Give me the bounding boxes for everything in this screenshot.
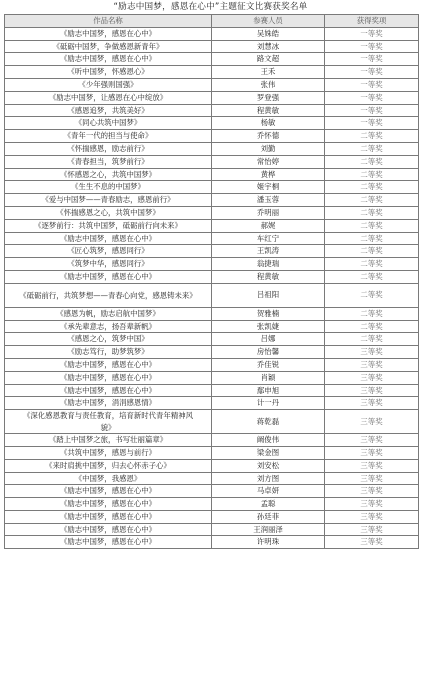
work-cell: 《励志中国梦，感恩在心中》 bbox=[5, 523, 212, 536]
award-cell: 一等奖 bbox=[325, 66, 419, 79]
award-cell: 三等奖 bbox=[325, 384, 419, 397]
table-row bbox=[5, 498, 419, 511]
table-row bbox=[5, 104, 419, 117]
participant-cell: 吴姝皓 bbox=[212, 27, 325, 40]
award-cell: 二等奖 bbox=[325, 283, 419, 307]
work-cell: 《爱与中国梦——青春励志，感恩前行》 bbox=[5, 194, 212, 207]
work-cell: 《励志笃行，助梦筑梦》 bbox=[5, 346, 212, 359]
table-row bbox=[5, 232, 419, 245]
award-cell: 一等奖 bbox=[325, 104, 419, 117]
table-row bbox=[5, 384, 419, 397]
award-cell: 三等奖 bbox=[325, 346, 419, 359]
award-cell: 三等奖 bbox=[325, 459, 419, 472]
work-cell: 《同心共筑中国梦》 bbox=[5, 117, 212, 130]
table-row bbox=[5, 245, 419, 258]
work-cell: 《生生不息的中国梦》 bbox=[5, 181, 212, 194]
participant-cell: 张凯婕 bbox=[212, 320, 325, 333]
table-row bbox=[5, 219, 419, 232]
award-cell: 二等奖 bbox=[325, 307, 419, 320]
work-cell: 《励志中国梦，涓涓感恩情》 bbox=[5, 397, 212, 410]
work-cell: 《励志中国梦，感恩在心中》 bbox=[5, 270, 212, 283]
award-cell: 三等奖 bbox=[325, 485, 419, 498]
table-row bbox=[5, 358, 419, 371]
work-cell: 《怀感恩之心，共筑中国梦》 bbox=[5, 168, 212, 181]
participant-cell: 张伟 bbox=[212, 78, 325, 91]
award-cell: 二等奖 bbox=[325, 130, 419, 143]
table-row bbox=[5, 142, 419, 155]
table-row bbox=[5, 181, 419, 194]
work-cell: 《励志中国梦，感恩在心中》 bbox=[5, 536, 212, 549]
work-cell: 《怀揣感恩，励志前行》 bbox=[5, 142, 212, 155]
participant-cell: 马卓妍 bbox=[212, 485, 325, 498]
award-cell: 二等奖 bbox=[325, 333, 419, 346]
award-cell: 三等奖 bbox=[325, 510, 419, 523]
work-cell: 《励志中国梦，感恩在心中》 bbox=[5, 384, 212, 397]
award-cell: 二等奖 bbox=[325, 155, 419, 168]
participant-cell: 罗登强 bbox=[212, 91, 325, 104]
table-row bbox=[5, 40, 419, 53]
award-cell: 三等奖 bbox=[325, 358, 419, 371]
table-row bbox=[5, 307, 419, 320]
table-row bbox=[5, 485, 419, 498]
table-row bbox=[5, 410, 419, 434]
participant-cell: 常怡婷 bbox=[212, 155, 325, 168]
participant-cell: 刘方图 bbox=[212, 472, 325, 485]
participant-cell: 鄢申旭 bbox=[212, 384, 325, 397]
table-row bbox=[5, 270, 419, 283]
work-cell: 《怀揣感恩之心，共筑中国梦》 bbox=[5, 206, 212, 219]
table-row bbox=[5, 258, 419, 271]
work-cell: 《深化感恩教育与责任教育，培育新时代青年精神风貌》 bbox=[5, 410, 212, 434]
participant-cell: 阚俊伟 bbox=[212, 434, 325, 447]
participant-cell: 杨敏 bbox=[212, 117, 325, 130]
work-cell: 《中国梦，我感恩》 bbox=[5, 472, 212, 485]
work-cell: 《感恩之心，筑梦中国》 bbox=[5, 333, 212, 346]
participant-cell: 吕娜 bbox=[212, 333, 325, 346]
award-cell: 二等奖 bbox=[325, 142, 419, 155]
participant-cell: 车红宁 bbox=[212, 232, 325, 245]
participant-cell: 程黄敏 bbox=[212, 270, 325, 283]
work-cell: 《励志中国梦，感恩在心中》 bbox=[5, 27, 212, 40]
header-work: 作品名称 bbox=[5, 15, 212, 28]
award-cell: 二等奖 bbox=[325, 270, 419, 283]
award-cell: 三等奖 bbox=[325, 523, 419, 536]
table-row bbox=[5, 168, 419, 181]
participant-cell: 郝娓 bbox=[212, 219, 325, 232]
participant-cell: 刘慧冰 bbox=[212, 40, 325, 53]
participant-cell: 孙廷菲 bbox=[212, 510, 325, 523]
participant-cell: 许明珠 bbox=[212, 536, 325, 549]
work-cell: 《逐梦前行：共筑中国梦，砥砺前行向未来》 bbox=[5, 219, 212, 232]
table-row bbox=[5, 371, 419, 384]
table-row bbox=[5, 91, 419, 104]
work-cell: 《筑梦中华，感恩同行》 bbox=[5, 258, 212, 271]
work-cell: 《励志中国梦，感恩在心中》 bbox=[5, 358, 212, 371]
award-cell: 三等奖 bbox=[325, 536, 419, 549]
table-row bbox=[5, 320, 419, 333]
table-row bbox=[5, 446, 419, 459]
table-row bbox=[5, 66, 419, 79]
award-cell: 二等奖 bbox=[325, 219, 419, 232]
award-cell: 二等奖 bbox=[325, 232, 419, 245]
participant-cell: 路文超 bbox=[212, 53, 325, 66]
participant-cell: 梁金图 bbox=[212, 446, 325, 459]
work-cell: 《励志中国梦，让感恩在心中绽放》 bbox=[5, 91, 212, 104]
participant-cell: 王凯涛 bbox=[212, 245, 325, 258]
work-cell: 《励志中国梦，感恩在心中》 bbox=[5, 485, 212, 498]
table-row bbox=[5, 206, 419, 219]
award-cell: 二等奖 bbox=[325, 258, 419, 271]
participant-cell: 刘勤 bbox=[212, 142, 325, 155]
award-cell: 一等奖 bbox=[325, 117, 419, 130]
award-cell: 三等奖 bbox=[325, 472, 419, 485]
table-row bbox=[5, 283, 419, 307]
participant-cell: 乔佳锐 bbox=[212, 358, 325, 371]
award-cell: 三等奖 bbox=[325, 410, 419, 434]
table-row bbox=[5, 510, 419, 523]
work-cell: 《青春担当，筑梦前行》 bbox=[5, 155, 212, 168]
award-cell: 三等奖 bbox=[325, 498, 419, 511]
work-cell: 《励志中国梦，感恩在心中》 bbox=[5, 510, 212, 523]
award-cell: 一等奖 bbox=[325, 91, 419, 104]
document-title: “励志中国梦，感恩在心中”主题征文比赛获奖名单 bbox=[113, 2, 308, 12]
table-row bbox=[5, 434, 419, 447]
header-award: 获得奖项 bbox=[325, 15, 419, 28]
work-cell: 《匠心筑梦，感恩同行》 bbox=[5, 245, 212, 258]
table-row bbox=[5, 117, 419, 130]
work-cell: 《来时肩挑中国梦，归去心怀赤子心》 bbox=[5, 459, 212, 472]
participant-cell: 刘安松 bbox=[212, 459, 325, 472]
participant-cell: 计一丹 bbox=[212, 397, 325, 410]
participant-cell: 乔怀德 bbox=[212, 130, 325, 143]
table-row bbox=[5, 194, 419, 207]
award-cell: 一等奖 bbox=[325, 53, 419, 66]
award-cell: 二等奖 bbox=[325, 168, 419, 181]
header-participant: 参赛人员 bbox=[212, 15, 325, 28]
participant-cell: 吕祖阳 bbox=[212, 283, 325, 307]
awards-table bbox=[4, 14, 419, 549]
award-cell: 三等奖 bbox=[325, 397, 419, 410]
participant-cell: 蒋乾磊 bbox=[212, 410, 325, 434]
award-cell: 一等奖 bbox=[325, 27, 419, 40]
work-cell: 《砥砺中国梦，争做感恩新青年》 bbox=[5, 40, 212, 53]
table-row bbox=[5, 333, 419, 346]
work-cell: 《听中国梦，怀感恩心》 bbox=[5, 66, 212, 79]
work-cell: 《励志中国梦，感恩在心中》 bbox=[5, 371, 212, 384]
participant-cell: 孟聪 bbox=[212, 498, 325, 511]
participant-cell: 姬宇桐 bbox=[212, 181, 325, 194]
award-cell: 二等奖 bbox=[325, 206, 419, 219]
participant-cell: 王禾 bbox=[212, 66, 325, 79]
award-cell: 二等奖 bbox=[325, 181, 419, 194]
award-cell: 二等奖 bbox=[325, 320, 419, 333]
participant-cell: 贺雅楠 bbox=[212, 307, 325, 320]
participant-cell: 王润丽泽 bbox=[212, 523, 325, 536]
award-cell: 二等奖 bbox=[325, 194, 419, 207]
work-cell: 《励志中国梦，感恩在心中》 bbox=[5, 498, 212, 511]
table-header-row bbox=[5, 15, 419, 28]
work-cell: 《砥砺前行，共筑梦想——青春心向党，感恩铸未来》 bbox=[5, 283, 212, 307]
table-row bbox=[5, 53, 419, 66]
table-row bbox=[5, 155, 419, 168]
award-cell: 一等奖 bbox=[325, 78, 419, 91]
work-cell: 《感恩为帆，励志启航中国梦》 bbox=[5, 307, 212, 320]
award-cell: 三等奖 bbox=[325, 434, 419, 447]
table-row bbox=[5, 397, 419, 410]
participant-cell: 房怡馨 bbox=[212, 346, 325, 359]
work-cell: 《共筑中国梦，感恩与前行》 bbox=[5, 446, 212, 459]
award-cell: 三等奖 bbox=[325, 371, 419, 384]
table-row bbox=[5, 459, 419, 472]
work-cell: 《励志中国梦，感恩在心中》 bbox=[5, 53, 212, 66]
participant-cell: 黄桦 bbox=[212, 168, 325, 181]
award-cell: 一等奖 bbox=[325, 40, 419, 53]
work-cell: 《踏上中国梦之旅，书写壮丽篇章》 bbox=[5, 434, 212, 447]
participant-cell: 潘玉蓉 bbox=[212, 194, 325, 207]
award-cell: 三等奖 bbox=[325, 446, 419, 459]
table-row bbox=[5, 472, 419, 485]
work-cell: 《励志中国梦，感恩在心中》 bbox=[5, 232, 212, 245]
work-cell: 《少年强则国强》 bbox=[5, 78, 212, 91]
work-cell: 《青年一代的担当与使命》 bbox=[5, 130, 212, 143]
award-cell: 二等奖 bbox=[325, 245, 419, 258]
table-row bbox=[5, 523, 419, 536]
table-row bbox=[5, 536, 419, 549]
work-cell: 《感恩追梦，共筑美好》 bbox=[5, 104, 212, 117]
participant-cell: 程黄敏 bbox=[212, 104, 325, 117]
table-row bbox=[5, 346, 419, 359]
participant-cell: 翁捷瑞 bbox=[212, 258, 325, 271]
participant-cell: 乔明丽 bbox=[212, 206, 325, 219]
table-row bbox=[5, 130, 419, 143]
work-cell: 《承先辈意志，扬吾辈新帆》 bbox=[5, 320, 212, 333]
table-row bbox=[5, 78, 419, 91]
table-row bbox=[5, 27, 419, 40]
participant-cell: 肖颖 bbox=[212, 371, 325, 384]
